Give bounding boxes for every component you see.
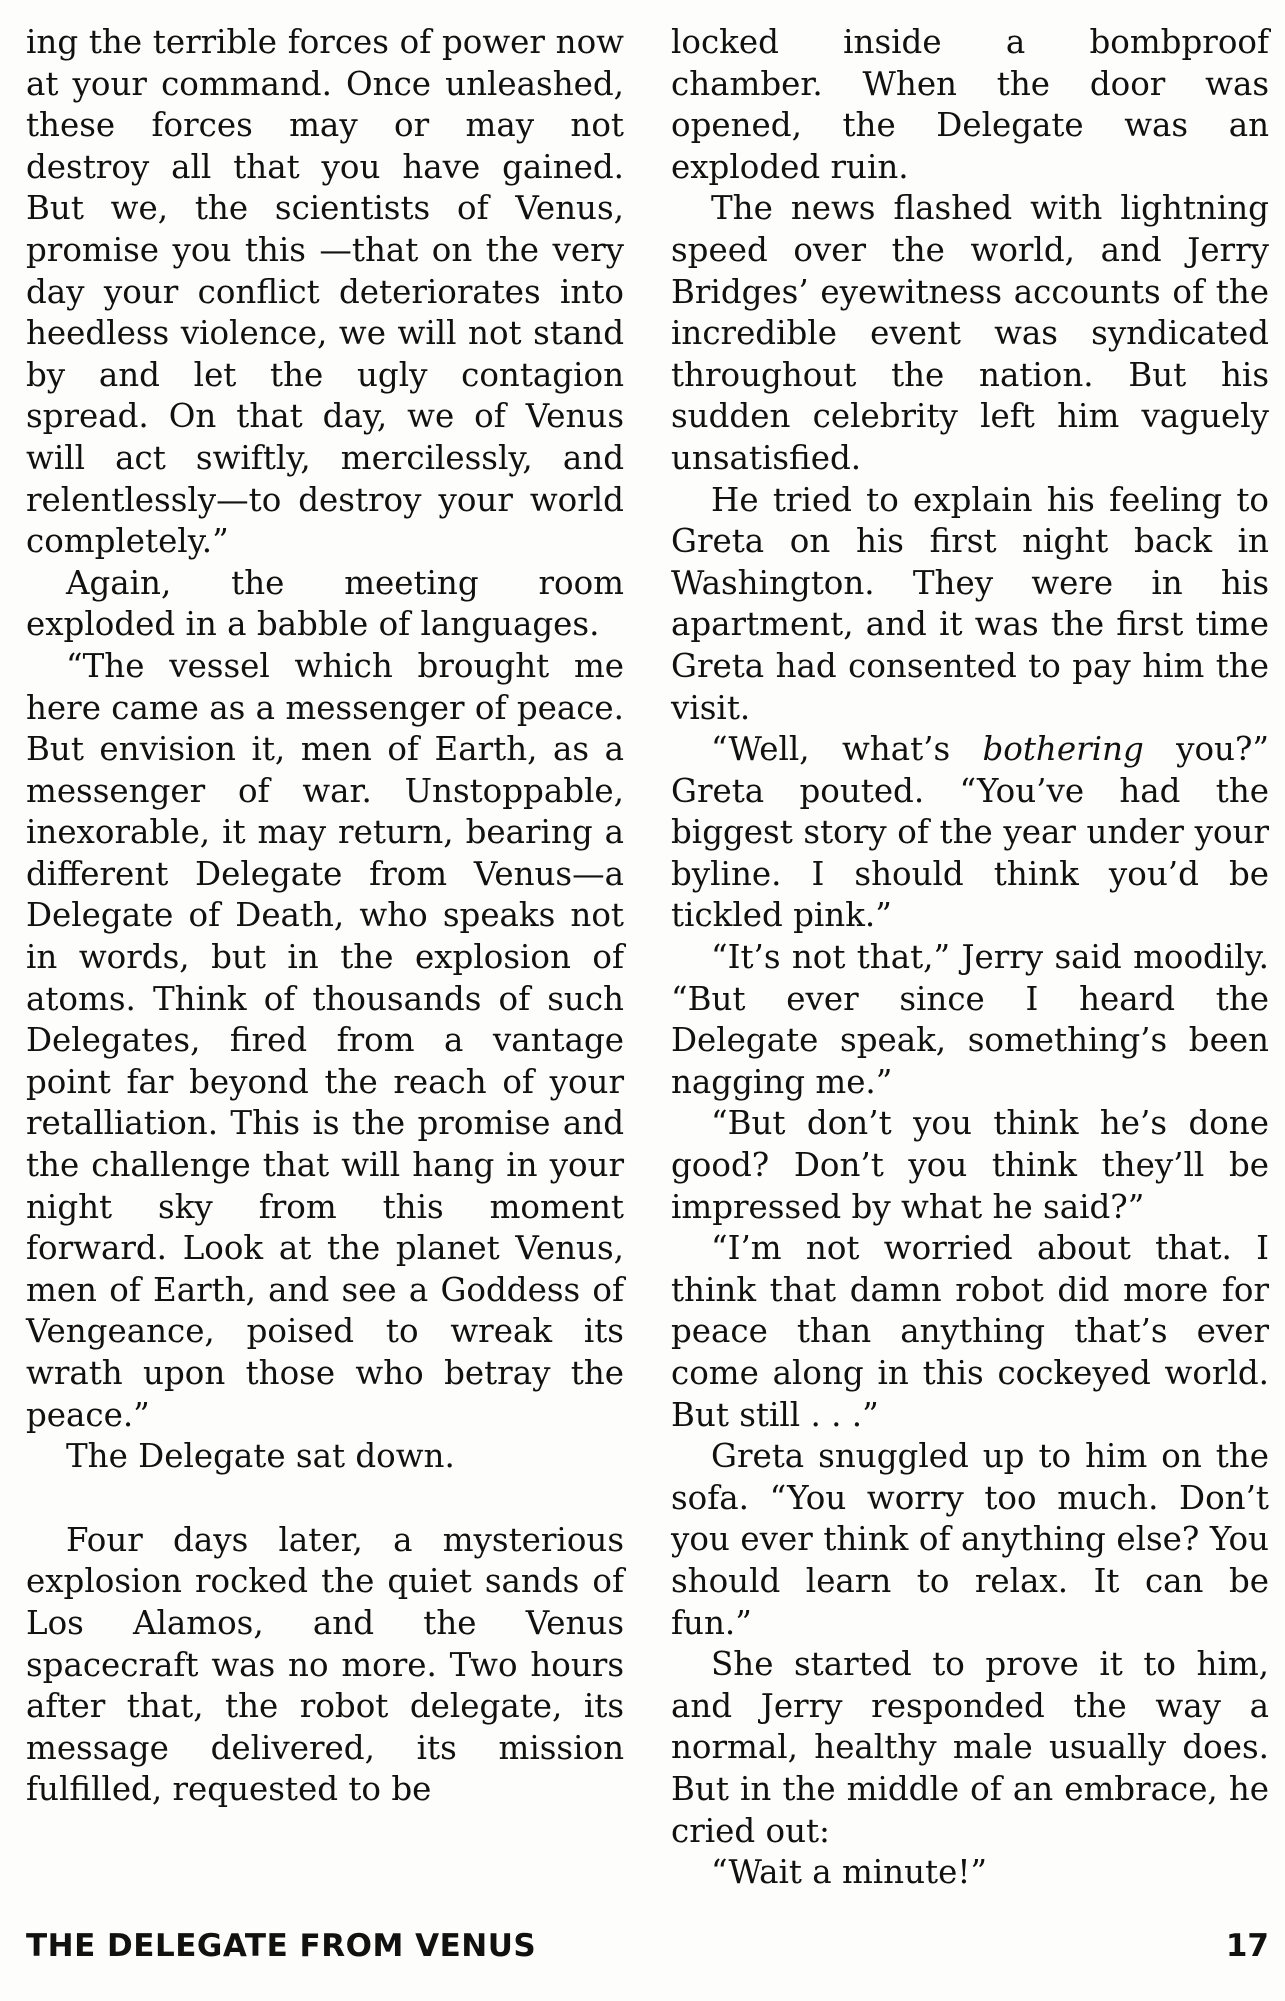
paragraph: “It’s not that,” Jerry said moodily. “But ever since I heard the Delegate speak, something’s been nagging me.” — [671, 938, 1269, 1101]
paragraph: Four days later, a mysterious explosion rocked the quiet sands of Los Alamos, and the Venus spacecraft was no more. Two hours after that, the robot delegate, its message delivered, its mission fulfilled, requested to be — [26, 1520, 624, 1809]
paragraph: He tried to explain his feeling to Greta on his first night back in Washington. They were in his apartment, and it was the first time Greta had consented to pay him the visit. — [671, 480, 1269, 727]
paragraph: Greta snuggled up to him on the sofa. “You worry too much. Don’t you ever think of anything else? You should learn to relax. It can be fun.” — [671, 1437, 1269, 1642]
paragraph: “Wait a minute!” — [711, 1853, 988, 1892]
text-column-right — [671, 22, 1269, 1894]
dialogue-text: “Well, what’s — [711, 730, 983, 769]
paragraph: ing the terrible forces of power now at your command. Once unleashed, these forces may or may not destroy all that you have gained. But we, the scientists of Venus, promise you this —that on the very day your conflict deteriorates into heedless violence, we will not stand by and let the ugly contagion spread. On that day, we of Venus will act swiftly, mercilessly, and relentlessly—to destroy your world completely.” — [26, 23, 624, 561]
paragraph: She started to prove it to him, and Jerry responded the way a normal, healthy male usually does. But in the middle of an embrace, he cried out: — [671, 1645, 1269, 1850]
paragraph: Again, the meeting room exploded in a babble of languages. — [26, 563, 624, 644]
paragraph: “The vessel which brought me here came as a messenger of peace. But envision it, men of Earth, as a messenger of war. Unstoppable, inexorable, it may return, bearing a different Delegate from Venus—a Delegate of Death, who speaks not in words, but in the explosion of atoms. Think of thousands of such Delegates, fired from a vantage point far beyond the reach of your retalliation. This is the promise and the challenge that will hang in your night sky from this moment forward. Look at the planet Venus, men of Earth, and see a Goddess of Vengeance, poised to wreak its wrath upon those who betray the peace.” — [26, 646, 624, 1434]
paragraph: “But don’t you think he’s done good? Don’t you think they’ll be impressed by what he said?” — [671, 1104, 1269, 1226]
page-number: 17 — [1225, 1928, 1269, 1964]
emphasized-word: bothering — [982, 730, 1144, 769]
paragraph — [671, 729, 1269, 937]
running-title: THE DELEGATE FROM VENUS — [26, 1928, 537, 1964]
paragraph: locked inside a bombproof chamber. When the door was opened, the Delegate was an exploded ruin. — [671, 23, 1269, 186]
paragraph: “I’m not worried about that. I think that damn robot did more for peace than anything that’s ever come along in this cockeyed world. But still . . .” — [671, 1229, 1269, 1434]
dialogue-text: you?” Greta pouted. “You’ve had the biggest story of the year under your byline. I should think you’d be tickled pink.” — [671, 730, 1269, 935]
paragraph: The Delegate sat down. — [66, 1437, 455, 1476]
page-footer — [26, 1928, 1269, 1976]
text-column-left — [26, 22, 624, 1811]
paragraph: The news flashed with lightning speed over the world, and Jerry Bridges’ eyewitness accounts of the incredible event was syndicated throughout the nation. But his sudden celebrity left him vaguely unsatisfied. — [671, 189, 1269, 477]
